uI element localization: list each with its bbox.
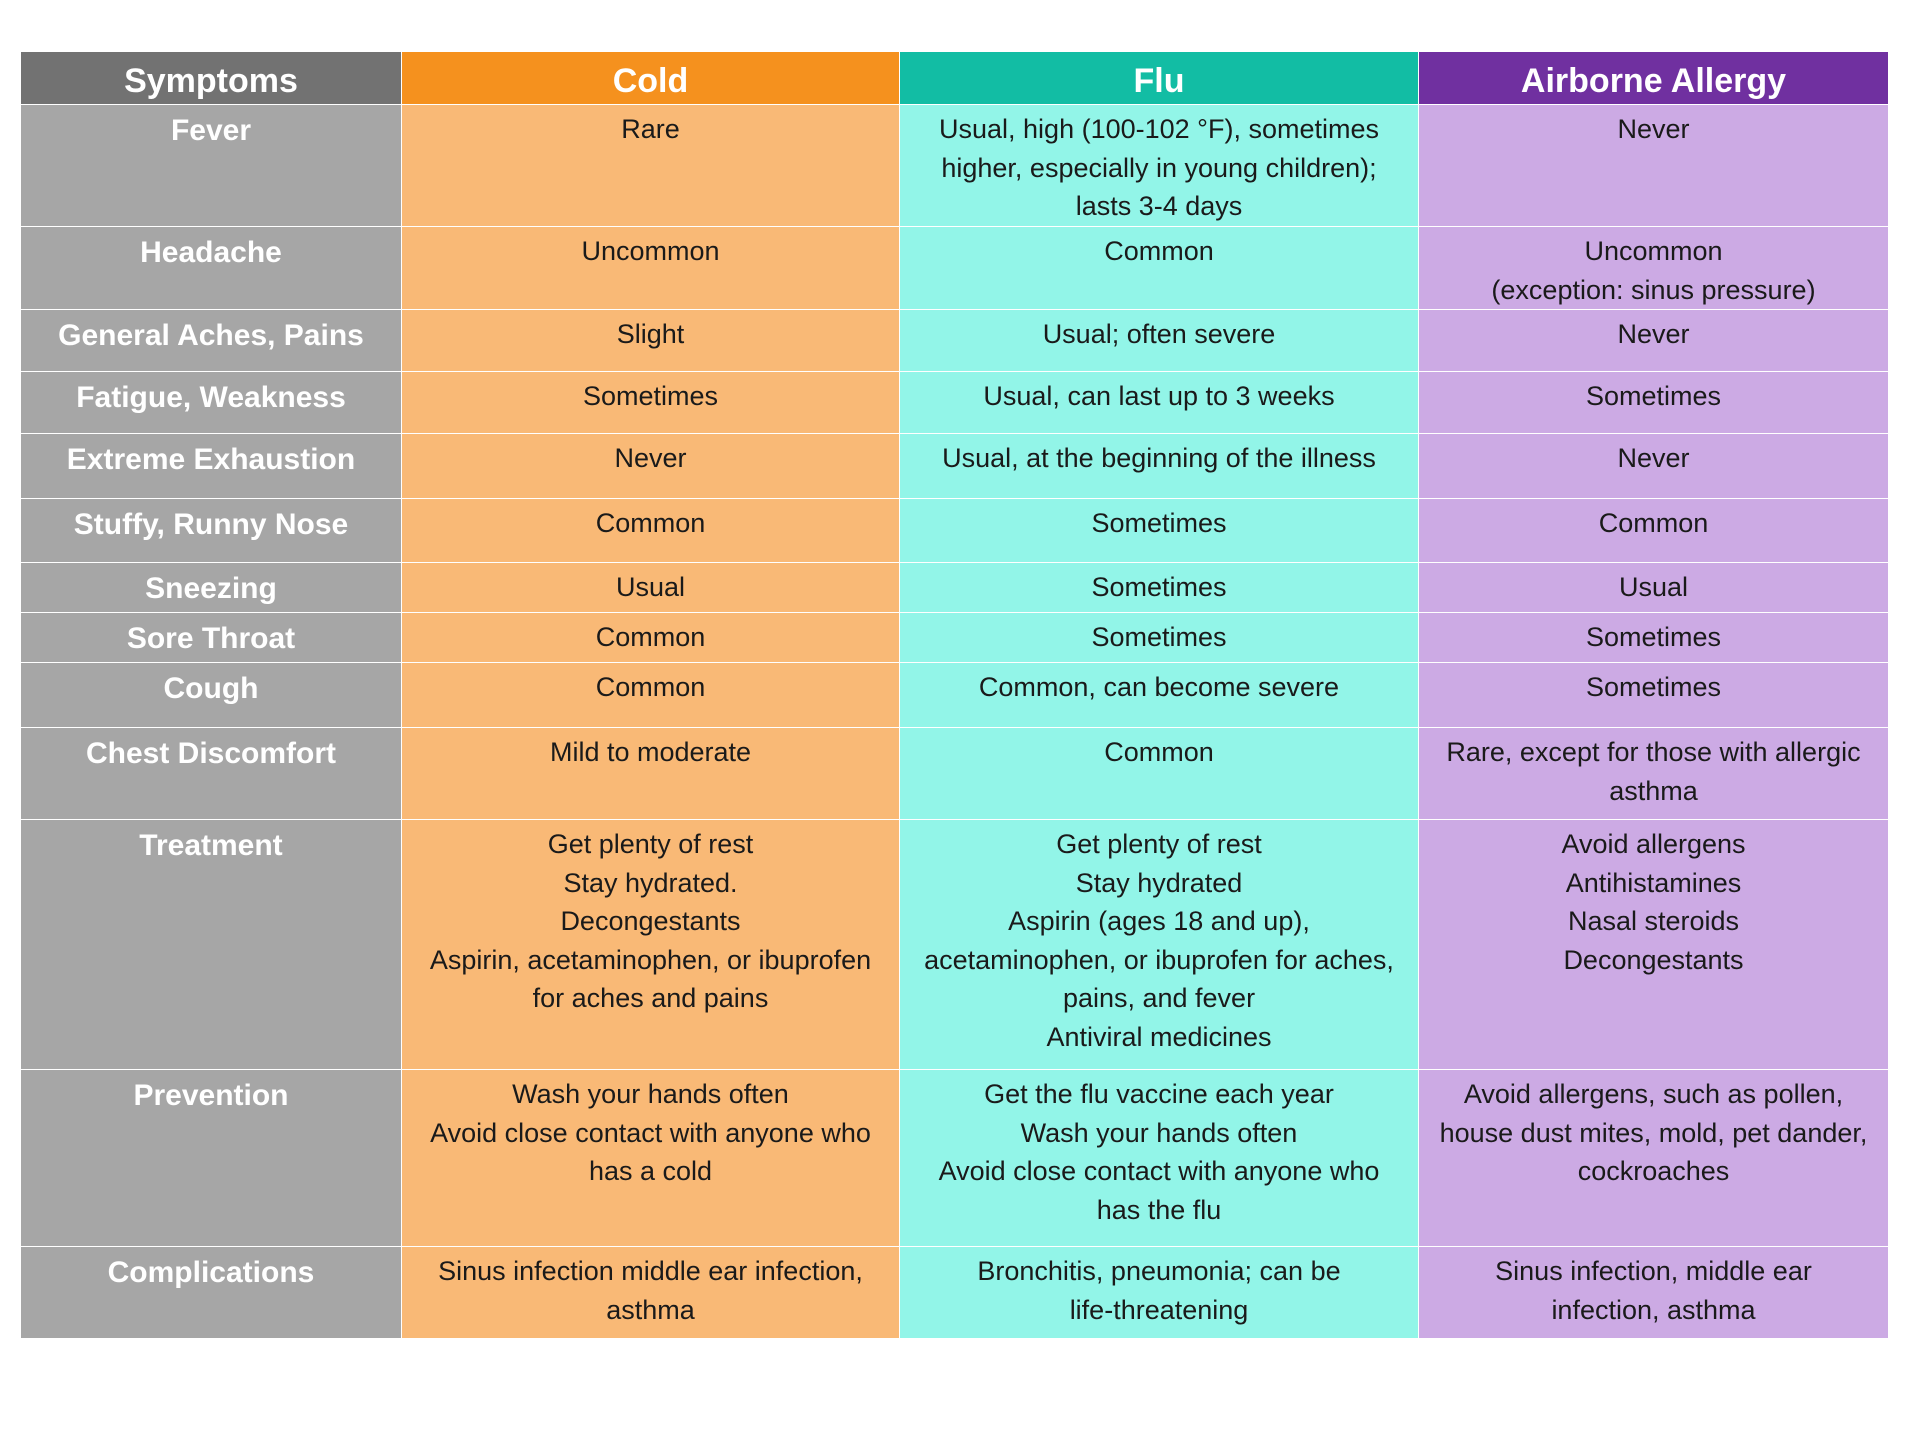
flu-cell [900, 663, 1419, 728]
cell-text-line: Decongestants [1563, 944, 1744, 975]
flu-cell [900, 499, 1419, 563]
cell-text-line: Get plenty of rest [1056, 829, 1262, 859]
cell-text-line: Usual; often severe [1042, 319, 1276, 349]
flu-cell [900, 310, 1419, 372]
cell-text-line: Sinus infection, middle ear [1495, 1256, 1812, 1286]
cell-text-line: Sometimes [1091, 572, 1227, 602]
flu-cell [900, 563, 1419, 613]
symptom-comparison-table [20, 51, 1889, 1339]
table-header [21, 52, 1889, 105]
cell-text-line: Usual [1618, 572, 1689, 602]
cell-text-line: Mild to moderate [549, 737, 752, 767]
cell-text-line: pains, and fever [1062, 983, 1256, 1013]
cell-text-line: Avoid allergens [1561, 829, 1746, 859]
cell-text-line: Decongestants [560, 906, 741, 936]
cell-text-line: Sometimes [1585, 672, 1722, 702]
table-row [21, 1247, 1889, 1339]
flu-cell [900, 1070, 1419, 1247]
cell-text-line: Usual, high (100-102 °F), sometimes [939, 114, 1379, 144]
allergy-cell [1419, 728, 1889, 820]
table-row [21, 310, 1889, 372]
cell-text-line: house dust mites, mold, pet dander, [1439, 1117, 1868, 1148]
cell-text-line: Sometimes [1091, 622, 1227, 652]
cell-text-line: Sometimes [1585, 381, 1722, 411]
cell-text-line: Usual [615, 572, 686, 602]
cold-cell [402, 728, 900, 820]
header-symptoms: Symptoms [21, 52, 402, 105]
cell-text-line: Uncommon [1584, 236, 1723, 266]
cell-text-line: Aspirin (ages 18 and up), [1008, 906, 1310, 936]
cell-text-line: Sometimes [582, 381, 719, 411]
flu-cell [900, 820, 1419, 1070]
cell-text-line: Antihistamines [1565, 867, 1742, 898]
table-row [21, 499, 1889, 563]
cell-text-line: Rare [621, 114, 680, 144]
cell-text-line: Avoid close contact with anyone who [430, 1117, 871, 1148]
cell-text-line: Wash your hands often [512, 1079, 789, 1109]
cell-text-line: Antiviral medicines [1046, 1021, 1272, 1052]
symptom-name-cell: Cough [21, 663, 402, 728]
allergy-cell [1419, 372, 1889, 434]
allergy-cell [1419, 613, 1889, 663]
header-airborne-allergy: Airborne Allergy [1419, 52, 1889, 105]
cell-text-line: Never [1617, 319, 1690, 349]
cell-text-line: for aches and pains [532, 983, 769, 1013]
cell-text-line: Sinus infection middle ear infection, [438, 1256, 863, 1286]
cell-text-line: Get plenty of rest [547, 829, 754, 859]
cell-text-line: Rare, except for those with allergic [1446, 737, 1861, 767]
cell-text-line: Usual, can last up to 3 weeks [983, 381, 1335, 411]
table-row [21, 563, 1889, 613]
allergy-cell [1419, 499, 1889, 563]
cell-text-line: infection, asthma [1551, 1294, 1756, 1325]
cell-text-line: Never [1617, 114, 1690, 144]
symptom-name-cell: Complications [21, 1247, 402, 1339]
cell-text-line: Common [595, 508, 706, 538]
cell-text-line: life-threatening [1069, 1294, 1249, 1325]
flu-cell [900, 613, 1419, 663]
flu-cell [900, 434, 1419, 499]
cell-text-line: lasts 3-4 days [1075, 191, 1243, 221]
table-row [21, 728, 1889, 820]
allergy-cell [1419, 1247, 1889, 1339]
symptom-name-cell: Headache [21, 227, 402, 310]
cold-cell [402, 372, 900, 434]
cell-text-line: Common [1104, 236, 1214, 266]
allergy-cell [1419, 434, 1889, 499]
symptom-name-cell: Sore Throat [21, 613, 402, 663]
cold-cell [402, 663, 900, 728]
cell-text-line: Wash your hands often [1020, 1117, 1298, 1148]
cell-text-line: (exception: sinus pressure) [1491, 274, 1816, 305]
table-row [21, 613, 1889, 663]
cell-text-line: Common, can become severe [978, 672, 1340, 702]
cell-text-line: Avoid allergens, such as pollen, [1463, 1079, 1844, 1109]
allergy-cell [1419, 820, 1889, 1070]
allergy-cell [1419, 563, 1889, 613]
cell-text-line: Usual, at the beginning of the illness [942, 443, 1376, 473]
cell-text-line: cockroaches [1577, 1156, 1730, 1186]
cell-text-line: Uncommon [581, 236, 720, 266]
allergy-cell [1419, 1070, 1889, 1247]
symptom-name-cell: Treatment [21, 820, 402, 1070]
cell-text-line: Aspirin, acetaminophen, or ibuprofen [429, 944, 872, 975]
table-body [21, 105, 1889, 1339]
cold-cell [402, 227, 900, 310]
header-flu: Flu [900, 52, 1419, 105]
cell-text-line: Never [1617, 443, 1690, 473]
header-cold: Cold [402, 52, 900, 105]
header-row [21, 52, 1889, 105]
cold-cell [402, 1247, 900, 1339]
cell-text-line: Get the flu vaccine each year [984, 1079, 1334, 1109]
cell-text-line: asthma [606, 1294, 695, 1325]
cell-text-line: acetaminophen, or ibuprofen for aches, [924, 944, 1394, 975]
cell-text-line: Avoid close contact with anyone who [938, 1156, 1380, 1186]
symptom-name-cell: Prevention [21, 1070, 402, 1247]
cold-cell [402, 1070, 900, 1247]
cold-cell [402, 613, 900, 663]
cell-text-line: Stay hydrated [1075, 867, 1243, 898]
cold-cell [402, 563, 900, 613]
cell-text-line: Slight [616, 319, 685, 349]
table-row [21, 434, 1889, 499]
cold-cell [402, 310, 900, 372]
cell-text-line: Common [595, 672, 706, 702]
symptom-name-cell: Chest Discomfort [21, 728, 402, 820]
table-row [21, 1070, 1889, 1247]
table-row [21, 372, 1889, 434]
cell-text-line: Stay hydrated. [563, 867, 738, 898]
cell-text-line: Common [595, 622, 706, 652]
table-row [21, 105, 1889, 227]
allergy-cell [1419, 663, 1889, 728]
cold-cell [402, 105, 900, 227]
symptom-name-cell: Fever [21, 105, 402, 227]
table-row [21, 663, 1889, 728]
symptom-name-cell: Stuffy, Runny Nose [21, 499, 402, 563]
cell-text-line: has the flu [1096, 1194, 1222, 1225]
symptom-name-cell: Extreme Exhaustion [21, 434, 402, 499]
cell-text-line: Common [1104, 737, 1214, 767]
flu-cell [900, 372, 1419, 434]
cold-cell [402, 820, 900, 1070]
comparison-table-container [20, 51, 1888, 1339]
cold-cell [402, 499, 900, 563]
symptom-name-cell: Sneezing [21, 563, 402, 613]
symptom-name-cell: General Aches, Pains [21, 310, 402, 372]
cell-text-line: Never [614, 443, 687, 473]
table-row [21, 820, 1889, 1070]
flu-cell [900, 1247, 1419, 1339]
cell-text-line: higher, especially in young children); [941, 152, 1377, 183]
cell-text-line: Common [1598, 508, 1709, 538]
cell-text-line: Sometimes [1585, 622, 1722, 652]
flu-cell [900, 728, 1419, 820]
allergy-cell [1419, 105, 1889, 227]
symptom-name-cell: Fatigue, Weakness [21, 372, 402, 434]
table-row [21, 227, 1889, 310]
cell-text-line: has a cold [588, 1156, 713, 1186]
allergy-cell [1419, 227, 1889, 310]
cold-cell [402, 434, 900, 499]
flu-cell [900, 105, 1419, 227]
allergy-cell [1419, 310, 1889, 372]
cell-text-line: asthma [1609, 775, 1698, 806]
flu-cell [900, 227, 1419, 310]
cell-text-line: Bronchitis, pneumonia; can be [977, 1256, 1341, 1286]
cell-text-line: Sometimes [1091, 508, 1227, 538]
cell-text-line: Nasal steroids [1567, 906, 1740, 936]
